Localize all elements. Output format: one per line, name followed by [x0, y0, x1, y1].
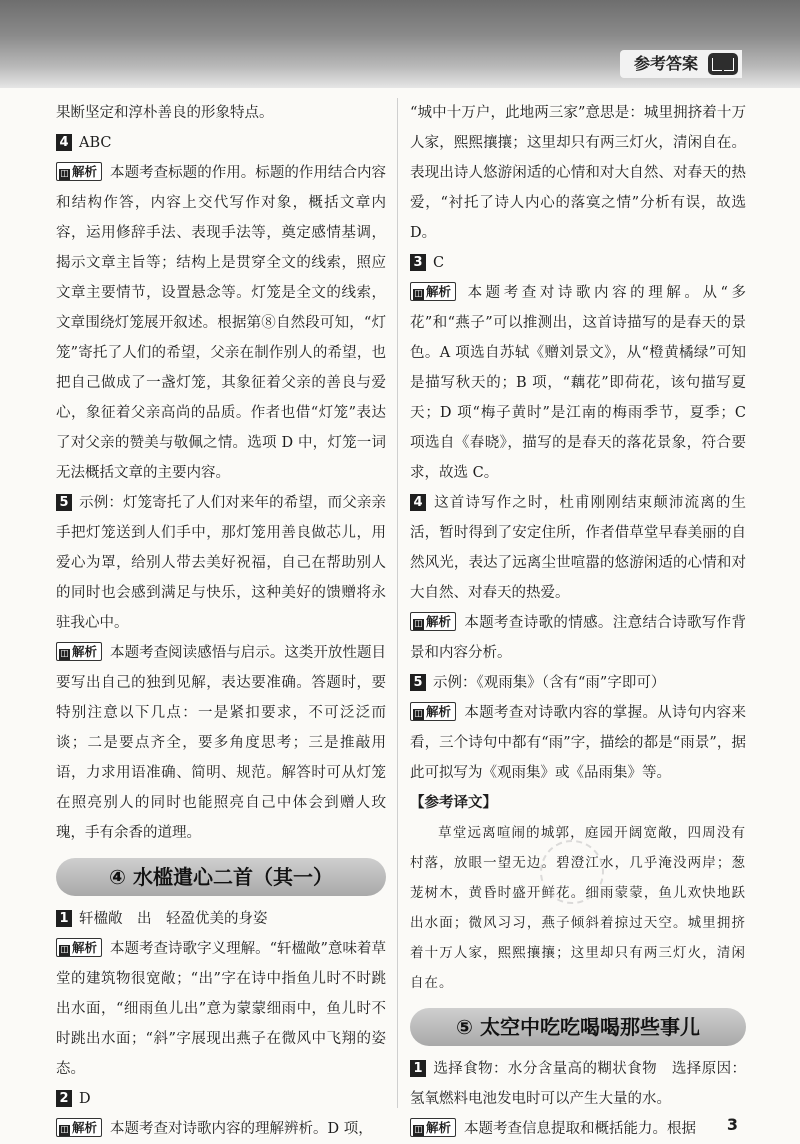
analysis-text: 本题考查对诗歌内容的掌握。从诗句内容来看，三个诗句中都有“雨”字，描绘的都是“雨景”，据此可拟写为《观雨集》或《品雨集》等。 — [410, 705, 746, 781]
question-4-analysis — [56, 158, 386, 488]
analysis-icon: ◫ — [414, 289, 423, 299]
analysis-tag-label: 解析 — [72, 940, 98, 955]
analysis-tag-label: 解析 — [426, 1120, 452, 1135]
analysis-text: 本题考查标题的作用。标题的作用结合内容和结构作答，内容上交代写作对象，概括文章内容，运用修辞手法、表现手法等，奠定感情基调，揭示文章主旨等；结构上是贯穿全文的线索，照应文章主要情节，设置悬念等。灯笼是全文的线索，文章围绕灯笼展开叙述。根据第⑧自然段可知，“灯笼”寄托了人们的希望，父亲在制作别人的希望，也把自己做成了一盏灯笼，其象征着父亲的善良与爱心，象征着父亲高尚的品质。作者也借“灯笼”表达了对父亲的赞美与敬佩之情。选项 D 中，灯笼一词无法概括文章的主要内容。 — [56, 165, 386, 481]
answer-text: ABC — [79, 135, 112, 151]
analysis-tag — [410, 1118, 456, 1137]
analysis-tag — [410, 702, 456, 721]
s4-question-2-analysis — [56, 1114, 386, 1144]
analysis-icon: ◫ — [414, 1125, 423, 1135]
analysis-icon: ◫ — [414, 709, 423, 719]
s4-question-2-answer — [56, 1084, 386, 1114]
analysis-text: 本题考查对诗歌内容的理解。从“多花”和“燕子”可以推测出，这首诗描写的是春天的景色。A 项选自苏轼《赠刘景文》，从“橙黄橘绿”可知是描写秋天的；B 项，“藕花”即荷花，该句描写夏天；D 项“梅子黄时”是江南的梅雨季节，夏季；C 项选自《春晓》，描写的是春天的落花景象，符合要求，故选 C。 — [410, 285, 746, 481]
answer-text: 示例：《观雨集》（含有“雨”字即可） — [433, 675, 666, 691]
book-icon — [708, 53, 738, 75]
answer-section-label: 参考答案 — [620, 50, 742, 78]
question-3-answer — [410, 248, 746, 278]
analysis-tag-label: 解析 — [426, 614, 452, 629]
question-5-answer — [56, 488, 386, 638]
question-number: 5 — [56, 494, 72, 511]
question-number: 3 — [410, 254, 426, 271]
analysis-icon: ◫ — [60, 649, 69, 659]
question-number: 1 — [56, 910, 72, 927]
analysis-tag-label: 解析 — [72, 644, 98, 659]
s4-question-1-analysis — [56, 934, 386, 1084]
question-5-answer — [410, 668, 746, 698]
answer-text: 这首诗写作之时，杜甫刚刚结束颠沛流离的生活，暂时得到了安定住所，作者借草堂早春美丽的自然风光，表达了远离尘世喧嚣的悠游闲适的心情和对大自然、对春天的热爱。 — [410, 495, 746, 601]
question-4-answer — [56, 128, 386, 158]
s5-question-1-answer — [410, 1054, 746, 1114]
answer-text: 示例：灯笼寄托了人们对来年的希望，而父亲亲手把灯笼送到人们手中，那灯笼用善良做芯儿，用爱心为罩，给别人带去美好祝福，自己在帮助别人的同时也会感到满足与快乐，这种美好的馈赠将永驻我心中。 — [56, 495, 386, 631]
question-3-analysis — [410, 278, 746, 488]
paragraph: 果断坚定和淳朴善良的形象特点。 — [56, 105, 274, 121]
answer-text: 轩楹敞 出 轻盈优美的身姿 — [79, 911, 268, 927]
answer-text: 选择食物：水分含量高的糊状食物 选择原因：氢氧燃料电池发电时可以产生大量的水。 — [410, 1061, 746, 1107]
analysis-text: 本题考查诗歌的情感。注意结合诗歌写作背景和内容分析。 — [410, 615, 746, 661]
analysis-tag — [410, 282, 456, 301]
section-title: ④ 水槛遣心二首（其一） — [56, 858, 386, 896]
question-4-answer — [410, 488, 746, 608]
left-column — [56, 98, 386, 1144]
analysis-text: 本题考查诗歌字义理解。“轩楹敞”意味着草堂的建筑物很宽敞；“出”字在诗中指鱼儿时不时跳出水面，“细雨鱼儿出”意为蒙蒙细雨中，鱼儿时不时跳出水面；“斜”字展现出燕子在微风中飞翔的姿态。 — [56, 941, 386, 1077]
translation-label: 【参考译文】 — [410, 795, 497, 811]
page-number: 3 — [726, 1115, 738, 1134]
question-5-analysis — [410, 698, 746, 788]
analysis-tag-label: 解析 — [72, 164, 98, 179]
question-number: 5 — [410, 674, 426, 691]
paragraph: “城中十万户，此地两三家”意思是：城里拥挤着十万人家，熙熙攘攘；这里却只有两三灯火，清闲自在。表现出诗人悠游闲适的心情和对大自然、对春天的热爱，“衬托了诗人内心的落寞之情”分析有误，故选 D。 — [410, 105, 746, 241]
analysis-tag — [56, 1118, 102, 1137]
translation-body: 草堂远离喧闹的城郭，庭园开阔宽敞，四周没有村落，放眼一望无边。碧澄江水，几乎淹没两岸；葱茏树木，黄昏时盛开鲜花。细雨蒙蒙，鱼儿欢快地跃出水面；微风习习，燕子倾斜着掠过天空。城里拥挤着十万人家，熙熙攘攘；这里却只有两三灯火，清闲自在。 — [410, 825, 746, 991]
analysis-text: 本题考查阅读感悟与启示。这类开放性题目要写出自己的独到见解，表达要准确。答题时，要特别注意以下几点：一是紧扣要求，不可泛泛而谈；二是要点齐全，要多角度思考；三是推敲用语，力求用语准确、简明、规范。解答时可从灯笼在照亮别人的同时也能照亮自己中体会到赠人玫瑰，手有余香的道理。 — [56, 645, 386, 841]
analysis-tag — [410, 612, 456, 631]
analysis-tag — [56, 642, 102, 661]
s5-question-1-analysis — [410, 1114, 746, 1144]
question-number: 2 — [56, 1090, 72, 1107]
question-4-analysis — [410, 608, 746, 668]
analysis-text: 本题考查信息提取和概括能力。根据 — [464, 1121, 697, 1137]
right-column — [410, 98, 746, 1144]
section-title: ⑤ 太空中吃吃喝喝那些事儿 — [410, 1008, 746, 1046]
analysis-icon: ◫ — [60, 169, 69, 179]
question-number: 4 — [410, 494, 426, 511]
analysis-tag — [56, 938, 102, 957]
s4-question-1-answer — [56, 904, 386, 934]
analysis-tag-label: 解析 — [426, 704, 452, 719]
question-number: 1 — [410, 1060, 426, 1077]
analysis-icon: ◫ — [60, 945, 69, 955]
question-number: 4 — [56, 134, 72, 151]
question-5-analysis — [56, 638, 386, 848]
column-divider — [397, 98, 398, 1108]
answer-text: D — [79, 1091, 91, 1107]
analysis-tag — [56, 162, 102, 181]
analysis-text: 本题考查对诗歌内容的理解辨析。D 项， — [110, 1121, 373, 1137]
analysis-tag-label: 解析 — [72, 1120, 98, 1135]
analysis-icon: ◫ — [60, 1125, 69, 1135]
analysis-icon: ◫ — [414, 619, 423, 629]
analysis-tag-label: 解析 — [426, 284, 452, 299]
answer-text: C — [433, 255, 445, 271]
